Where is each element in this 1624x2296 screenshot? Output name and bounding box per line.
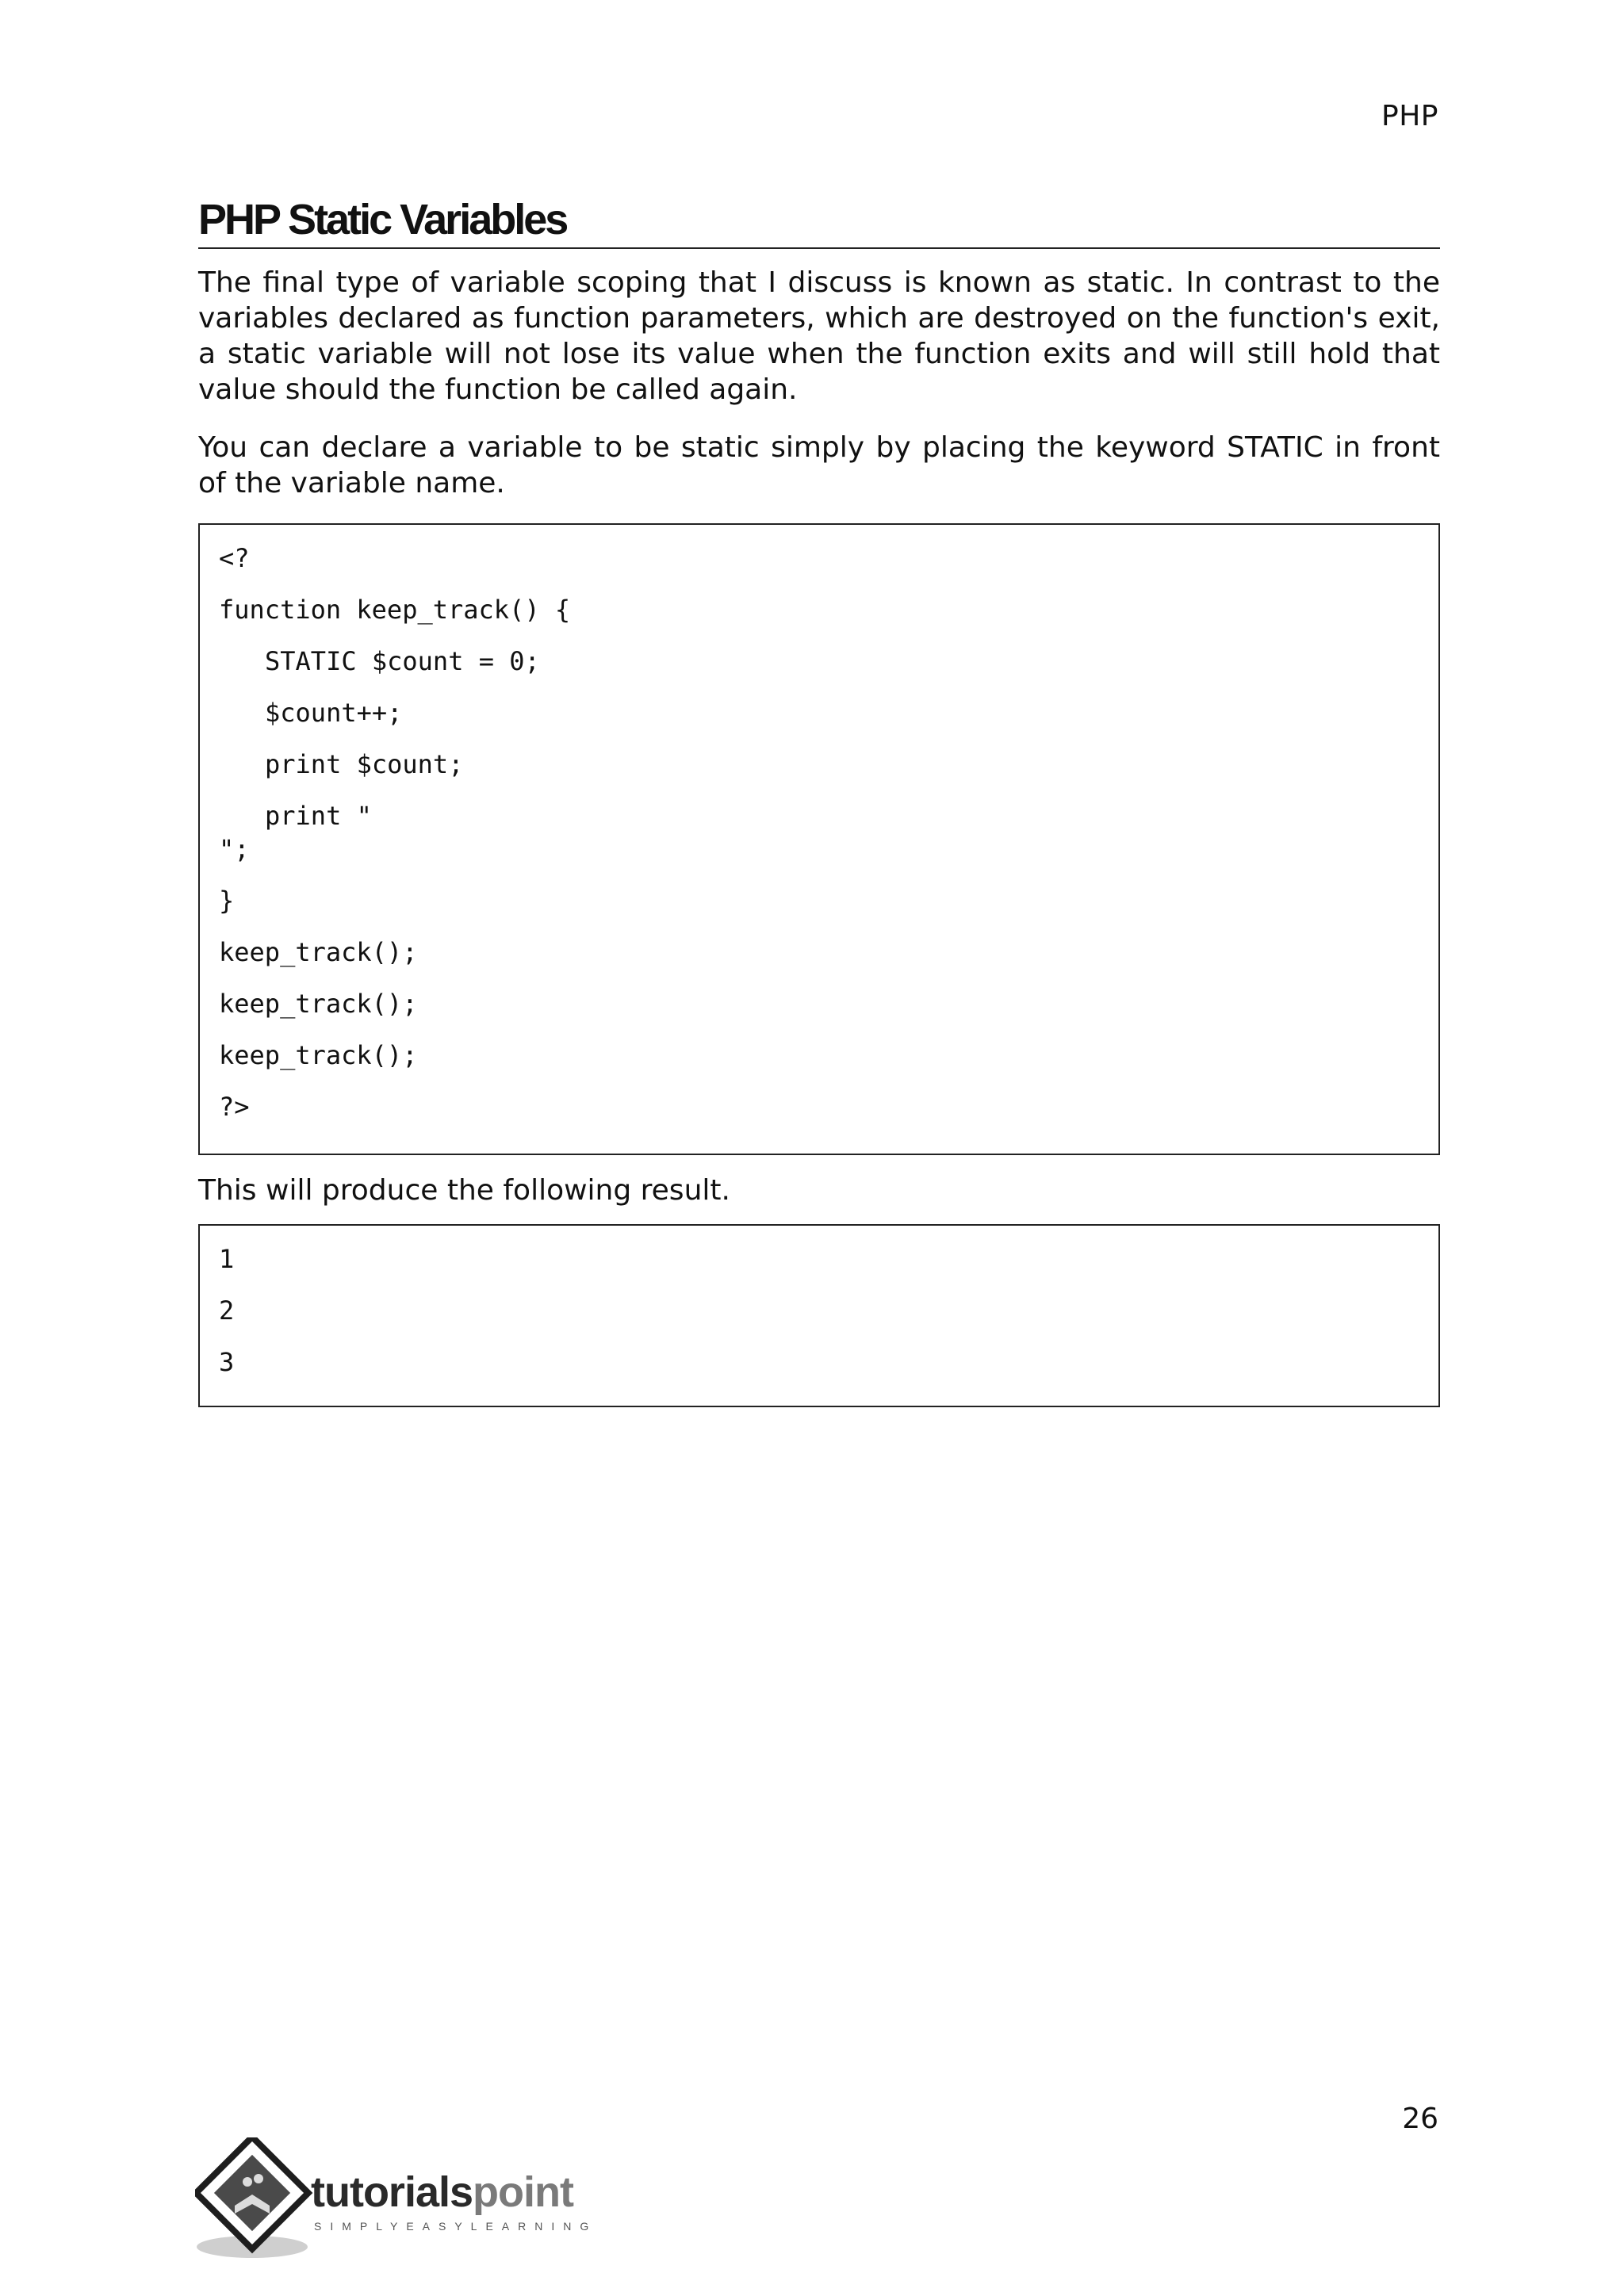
running-header: PHP bbox=[1381, 100, 1438, 132]
intro-paragraph: The final type of variable scoping that I discuss is known as static. In contrast to the variables declared as function parameters, which are destroyed on the function's exit, a static variable will not lose its value when the function exits and will still hold that value should the function be called again. bbox=[198, 266, 1440, 406]
code-line: $count++; bbox=[265, 698, 403, 728]
page-number: 26 bbox=[1402, 2103, 1438, 2135]
code-line: <? bbox=[219, 543, 250, 573]
code-line: function keep_track() { bbox=[219, 595, 571, 625]
code-line: print $count; bbox=[265, 749, 464, 779]
static-keyword-paragraph: You can declare a variable to be static simply by placing the keyword STATIC in front of the variable name. bbox=[198, 431, 1440, 499]
code-line: "; bbox=[219, 834, 250, 864]
code-line: print " bbox=[265, 801, 372, 831]
code-line: ?> bbox=[219, 1092, 250, 1122]
output-line: 3 bbox=[219, 1347, 235, 1377]
logo-tagline: SIMPLYEASYLEARNING bbox=[314, 2220, 598, 2233]
page-title: PHP Static Variables bbox=[198, 195, 1440, 249]
code-block bbox=[198, 523, 1440, 1155]
code-line: keep_track(); bbox=[219, 1040, 418, 1070]
main-content bbox=[198, 195, 1440, 1407]
output-line: 1 bbox=[219, 1244, 235, 1274]
output-block bbox=[198, 1224, 1440, 1407]
tutorialspoint-logo bbox=[195, 2137, 607, 2264]
code-line: } bbox=[219, 886, 235, 916]
logo-emblem-icon bbox=[195, 2137, 314, 2264]
result-intro: This will produce the following result. bbox=[198, 1174, 730, 1207]
code-line: keep_track(); bbox=[219, 937, 418, 967]
code-line: keep_track(); bbox=[219, 989, 418, 1019]
output-line: 2 bbox=[219, 1295, 235, 1326]
code-line: STATIC $count = 0; bbox=[265, 646, 540, 676]
logo-wordmark: tutorialspoint bbox=[311, 2168, 573, 2216]
